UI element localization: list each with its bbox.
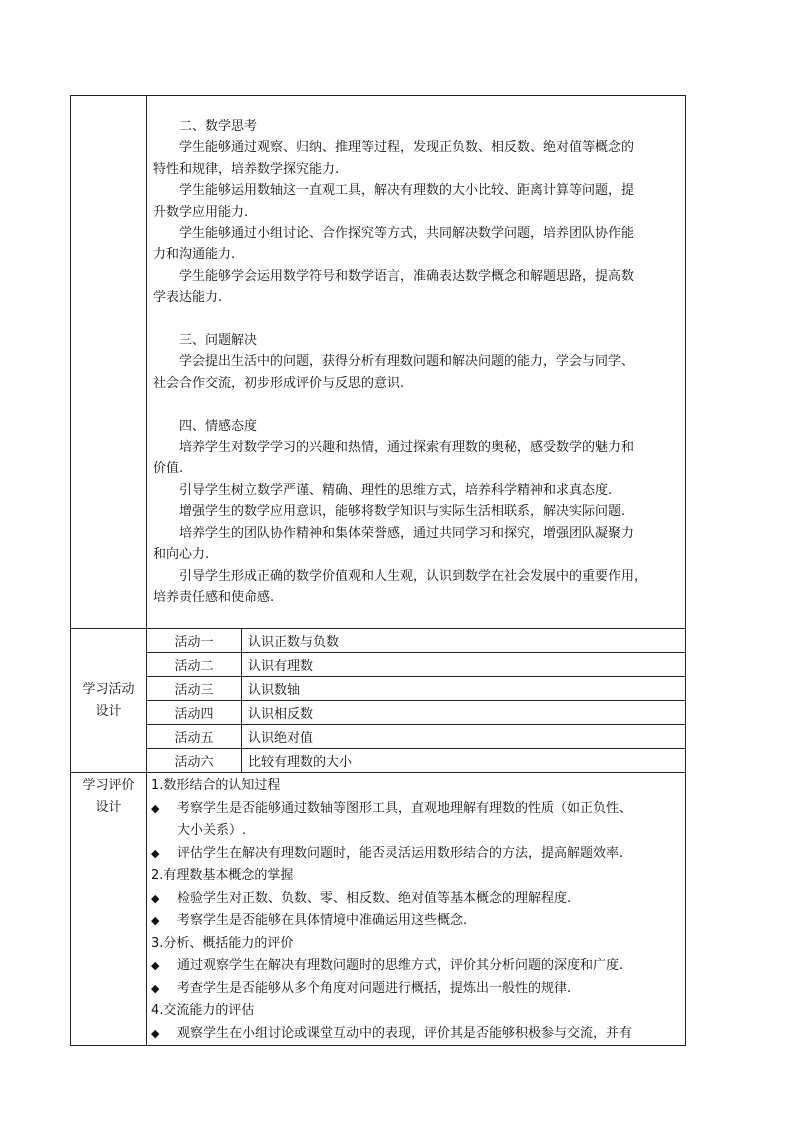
activity-desc: 认识有理数 bbox=[242, 653, 686, 677]
emotion-line: 和向心力. bbox=[153, 547, 210, 563]
activity-row bbox=[147, 725, 685, 749]
thinking-line: 升数学应用能力. bbox=[153, 204, 249, 220]
evaluation-content-cell bbox=[147, 773, 686, 1046]
evaluation-section-title: 1.数形结合的认知过程 bbox=[151, 778, 281, 794]
evaluation-bullet bbox=[151, 798, 681, 843]
activity-desc: 认识绝对值 bbox=[242, 725, 686, 749]
activity-name: 活动四 bbox=[147, 701, 242, 725]
emotion-line: 增强学生的数学应用意识，能够将数学知识与实际生活相联系，解决实际问题. bbox=[179, 504, 626, 520]
spacer bbox=[153, 394, 679, 415]
activities-content-cell bbox=[147, 629, 686, 773]
thinking-line: 学表达能力. bbox=[153, 290, 223, 306]
bullet-text: 考查学生是否能够从多个角度对问题进行概括，提炼出一般性的规律. bbox=[177, 980, 572, 996]
problem-line: 学会提出生活中的问题，获得分析有理数问题和解决问题的能力，学会与同学、 bbox=[179, 354, 635, 370]
activity-desc: 比较有理数的大小 bbox=[248, 755, 353, 771]
emotion-line: 培养学生对数学学习的兴趣和热情，通过探索有理数的奥秘，感受数学的魅力和 bbox=[179, 440, 635, 456]
activity-row bbox=[147, 749, 685, 773]
evaluation-bullet bbox=[151, 888, 681, 911]
activity-row bbox=[147, 653, 685, 677]
thinking-heading: 二、数学思考 bbox=[179, 119, 258, 134]
problem-line: 社会合作交流，初步形成评价与反思的意识. bbox=[153, 375, 405, 391]
activity-name: 活动五 bbox=[147, 725, 242, 749]
thinking-line: 学生能够通过观察、归纳、推理等过程，发现正负数、相反数、绝对值等概念的 bbox=[179, 140, 635, 156]
diamond-bullet-icon: ◆ bbox=[151, 846, 160, 860]
emotion-line: 培养责任感和使命感. bbox=[153, 589, 275, 605]
thinking-line: 特性和规律，培养数学探究能力. bbox=[153, 161, 340, 177]
diamond-bullet-icon: ◆ bbox=[151, 891, 160, 905]
activity-row bbox=[147, 701, 685, 725]
activity-row bbox=[147, 629, 685, 653]
lesson-plan-table bbox=[70, 95, 686, 1046]
emotion-heading: 四、情感态度 bbox=[179, 418, 258, 434]
evaluation-section-title: 4.交流能力的评估 bbox=[151, 1003, 255, 1019]
evaluation-label-cell bbox=[71, 773, 147, 1046]
evaluation-section-title: 3.分析、概括能力的评价 bbox=[151, 935, 294, 951]
evaluation-label: 学习评价 bbox=[82, 778, 135, 794]
spacer bbox=[153, 309, 679, 330]
diamond-bullet-icon: ◆ bbox=[151, 801, 160, 815]
thinking-line: 学生能够运用数轴这一直观工具，解决有理数的大小比较、距离计算等问题，提 bbox=[179, 183, 635, 199]
emotion-line: 引导学生树立数学严谨、精确、理性的思维方式，培养科学精神和求真态度. bbox=[179, 482, 613, 498]
evaluation-bullet bbox=[151, 910, 681, 933]
activity-name: 活动六 bbox=[147, 749, 242, 773]
emotion-line: 价值. bbox=[153, 461, 184, 477]
diamond-bullet-icon: ◆ bbox=[151, 959, 160, 973]
problem-heading: 三、问题解决 bbox=[179, 333, 258, 349]
thinking-line: 力和沟通能力. bbox=[153, 247, 236, 263]
objectives-content-cell bbox=[147, 96, 686, 629]
activity-name: 活动一 bbox=[147, 629, 242, 653]
diamond-bullet-icon: ◆ bbox=[151, 981, 160, 995]
activities-label: 学习活动 bbox=[82, 681, 135, 697]
objectives-row bbox=[71, 96, 686, 629]
evaluation-bullet bbox=[151, 843, 681, 866]
evaluation-row bbox=[71, 773, 686, 1046]
bullet-text: 通过观察学生在解决有理数问题时的思维方式，评价其分析问题的深度和广度. bbox=[177, 958, 624, 974]
bullet-text: 观察学生在小组讨论或课堂互动中的表现，评价其是否能够积极参与交流，并有 bbox=[177, 1025, 633, 1041]
diamond-bullet-icon: ◆ bbox=[151, 914, 160, 928]
emotion-line: 培养学生的团队协作精神和集体荣誉感，通过共同学习和探究，增强团队凝聚力 bbox=[179, 525, 635, 541]
thinking-line: 学生能够学会运用数学符号和数学语言，准确表达数学概念和解题思路，提高数 bbox=[179, 268, 635, 284]
activity-row bbox=[147, 677, 685, 701]
evaluation-section-title: 2.有理数基本概念的掌握 bbox=[151, 868, 294, 884]
activity-desc: 认识正数与负数 bbox=[242, 629, 686, 653]
activity-name: 活动三 bbox=[147, 677, 242, 701]
activities-label-cell bbox=[71, 629, 147, 773]
activity-desc: 认识相反数 bbox=[242, 701, 686, 725]
activities-row bbox=[71, 629, 686, 773]
bullet-text: 考察学生是否能够在具体情境中准确运用这些概念. bbox=[177, 913, 468, 929]
bullet-text: 大小关系）. bbox=[177, 823, 247, 839]
thinking-line: 学生能够通过小组讨论、合作探究等方式，共同解决数学问题，培养团队协作能 bbox=[179, 226, 635, 242]
evaluation-bullet bbox=[151, 955, 681, 978]
activity-desc: 认识数轴 bbox=[242, 677, 686, 701]
evaluation-bullet bbox=[151, 1023, 681, 1046]
activity-name: 活动二 bbox=[147, 653, 242, 677]
activities-label: 设计 bbox=[95, 703, 122, 719]
bullet-text: 评估学生在解决有理数问题时，能否灵活运用数形结合的方法，提高解题效率. bbox=[177, 845, 624, 861]
evaluation-label: 设计 bbox=[95, 800, 122, 816]
diamond-bullet-icon: ◆ bbox=[151, 1026, 160, 1040]
activities-table bbox=[147, 629, 685, 772]
bullet-text: 考察学生是否能够通过数轴等图形工具，直观地理解有理数的性质（如正负性、 bbox=[177, 800, 633, 816]
evaluation-bullet bbox=[151, 978, 681, 1001]
objectives-label-cell bbox=[71, 96, 147, 629]
bullet-text: 检验学生对正数、负数、零、相反数、绝对值等基本概念的理解程度. bbox=[177, 890, 572, 906]
emotion-line: 引导学生形成正确的数学价值观和人生观，认识到数学在社会发展中的重要作用， bbox=[179, 568, 648, 584]
